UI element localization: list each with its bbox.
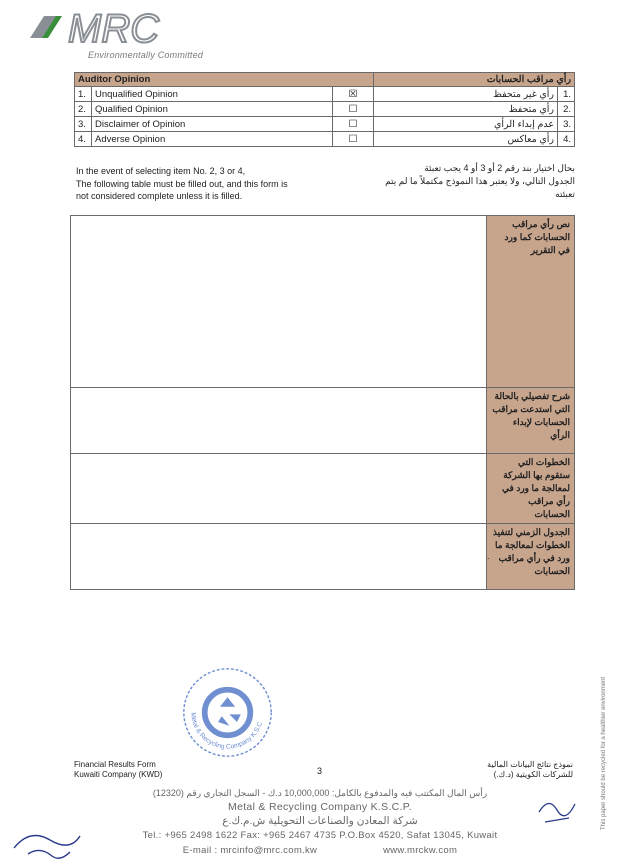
- company-type-en: Kuwaiti Company (KWD): [74, 770, 163, 779]
- web-line: [80, 845, 560, 856]
- detail-input-cell[interactable]: [71, 216, 487, 388]
- opinion-checkbox[interactable]: ☐: [332, 117, 373, 132]
- note-ar-line: بحال اختيار بند رقم 2 أو 3 أو 4 يجب تعبئة: [424, 163, 575, 173]
- email-link[interactable]: E-mail : mrcinfo@mrc.com.kw: [182, 845, 318, 856]
- opinion-label-en: Unqualified Opinion: [92, 87, 333, 102]
- opinion-num: 4.: [75, 132, 92, 147]
- opinion-label-en: Disclaimer of Opinion: [92, 117, 333, 132]
- footer-right: [468, 760, 573, 780]
- opinion-num: 3.: [75, 117, 92, 132]
- detail-label: شرح تفصيلي بالحالة التي استدعت مراقب الحسابات لإبداء الرأي: [487, 388, 575, 454]
- detail-input-cell[interactable]: [71, 388, 487, 454]
- logo-text: MRC: [68, 7, 160, 51]
- opinion-num-ar: .3: [558, 117, 575, 132]
- detail-row: [71, 524, 575, 590]
- opinion-num-ar: .4: [558, 132, 575, 147]
- company-stamp: [180, 665, 275, 760]
- opinion-num-ar: .1: [558, 87, 575, 102]
- signature-left: [10, 818, 85, 866]
- signature-right: [535, 792, 580, 832]
- contact-line: Tel.: +965 2498 1622 Fax: +965 2467 4735 P.O.Box 4520, Safat 13045, Kuwait: [142, 830, 498, 841]
- opinion-checkbox[interactable]: ☐: [332, 132, 373, 147]
- detail-label: الجدول الزمني لتنفيذ الخطوات لمعالجة ما ورد في رأي مراقب الحسابات: [487, 524, 575, 590]
- page-number: 3: [317, 766, 323, 776]
- footer-left: [74, 760, 162, 780]
- website-link[interactable]: www.mrckw.com: [383, 845, 458, 856]
- opinion-label-en: Qualified Opinion: [92, 102, 333, 117]
- detail-label: الخطوات التي ستقوم بها الشركة لمعالجة ما ورد في رأي مراقب الحسابات: [487, 454, 575, 524]
- detail-input-cell[interactable]: [71, 454, 487, 524]
- opinion-num-ar: .2: [558, 102, 575, 117]
- opinion-row: [75, 102, 575, 117]
- detail-dot: .: [487, 551, 490, 561]
- form-name-ar: نموذج نتائج البيانات المالية: [487, 760, 573, 769]
- opinion-row: [75, 132, 575, 147]
- recycle-note: [601, 676, 613, 830]
- company-name-en: Metal & Recycling Company K.S.C.P.: [228, 801, 412, 813]
- opinion-num: 2.: [75, 102, 92, 117]
- detail-input-cell[interactable]: [71, 524, 487, 590]
- opinion-num: 1.: [75, 87, 92, 102]
- note-en: [76, 165, 341, 203]
- opinion-checkbox[interactable]: ☐: [332, 102, 373, 117]
- form-name-en: Financial Results Form: [74, 760, 156, 769]
- note-ar: [380, 162, 575, 201]
- opinion-checkbox[interactable]: ☒: [332, 87, 373, 102]
- detail-row: [71, 454, 575, 524]
- opinion-title-en: Auditor Opinion: [75, 73, 374, 87]
- opinion-header-row: [75, 73, 575, 87]
- capital-line: رأس المال المكتتب فيه والمدفوع بالكامل: 10,000,000 د.ك - السجل التجاري رقم (12320): [152, 788, 488, 798]
- detail-label: نص رأي مراقب الحسابات كما ورد في التقرير: [487, 216, 575, 388]
- opinion-detail-table: [70, 215, 575, 590]
- opinion-label-ar: رأي معاكس: [373, 132, 557, 147]
- opinion-label-ar: عدم إبداء الرأي: [373, 117, 557, 132]
- opinion-label-ar: رأي غير متحفظ: [373, 87, 557, 102]
- opinion-title-ar: رأي مراقب الحسابات: [373, 73, 574, 87]
- note-en-line: In the event of selecting item No. 2, 3 or 4,: [76, 166, 246, 176]
- detail-row: [71, 216, 575, 388]
- company-name-ar: شركة المعادن والصناعات التحويلية ش.م.ك.ع: [222, 815, 418, 827]
- note-en-line: The following table must be filled out, and this form is: [76, 178, 288, 189]
- note-en-line: not considered complete unless it is filled.: [76, 191, 243, 201]
- company-type-ar: للشركات الكويتية (د.ك.): [493, 770, 573, 779]
- stamp-text: Metal & Recycling Company K.S.C: [189, 712, 265, 751]
- detail-row: [71, 388, 575, 454]
- opinion-row: [75, 87, 575, 102]
- recycle-note-text: This paper should be recycled for a healthier environment: [601, 676, 607, 830]
- opinion-label-ar: رأي متحفظ: [373, 102, 557, 117]
- auditor-opinion-table: [74, 72, 575, 147]
- tagline: Environmentally Committed: [88, 50, 204, 60]
- opinion-row: [75, 117, 575, 132]
- opinion-label-en: Adverse Opinion: [92, 132, 333, 147]
- note-ar-line: الجدول التالي، ولا يعتبر هذا النموذج مكتملاً ما لم يتم تعبئته: [385, 176, 575, 199]
